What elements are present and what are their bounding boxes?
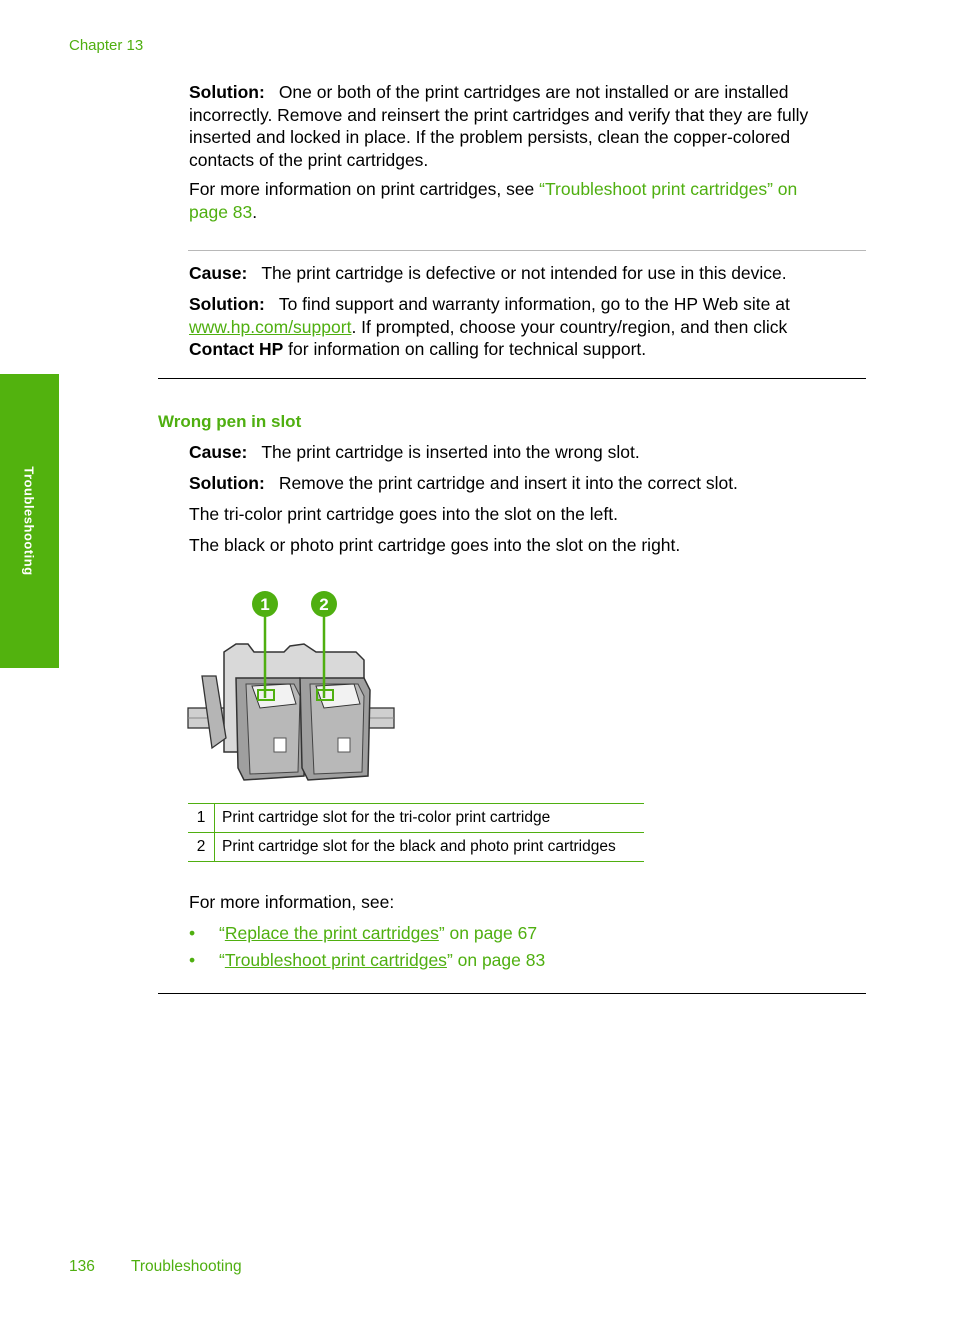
bullet-icon: •: [189, 950, 196, 970]
solution-paragraph-1: [189, 81, 854, 171]
page-ref: ” on page 67: [438, 923, 538, 943]
contact-hp-label: Contact HP: [189, 339, 284, 359]
cause-paragraph-3: [189, 441, 854, 464]
solution-text: To find support and warranty information, go to the HP Web site at: [278, 294, 790, 314]
solution-text: One or both of the print cartridges are not installed or are installed incorrectly. Remove and reinsert the print cartridges and verify that they are fully inserted and locked in place. If the problem persists, clean the copper-colored contacts of the print cartridges.: [189, 82, 809, 170]
replace-cartridges-link[interactable]: Replace the print cartridges: [224, 923, 439, 943]
cartridge-illustration: [186, 586, 398, 786]
more-info-suffix: .: [252, 201, 258, 222]
more-info-paragraph: [189, 178, 829, 223]
callout-1: 1: [260, 595, 270, 614]
page-ref: ” on page 83: [446, 950, 546, 970]
troubleshoot-cartridges-link-2[interactable]: Troubleshoot print cartridges: [224, 950, 447, 970]
footer-section: Troubleshooting: [131, 1258, 242, 1275]
legend-row: [188, 804, 644, 833]
section-heading: Wrong pen in slot: [158, 412, 302, 431]
legend-num: 1: [188, 804, 215, 833]
solution-label: Solution:: [189, 294, 265, 314]
more-info-intro: For more information, see:: [189, 892, 395, 912]
section-divider: [158, 993, 866, 994]
section-divider: [158, 378, 866, 379]
solution-label: Solution:: [189, 473, 265, 493]
list-item: [189, 949, 545, 971]
legend-text: Print cartridge slot for the tri-color print cartridge: [215, 804, 645, 833]
hp-support-link[interactable]: www.hp.com/support: [189, 316, 352, 337]
black-line: The black or photo print cartridge goes into the slot on the right.: [189, 535, 681, 555]
legend-row: [188, 833, 644, 862]
solution-text: Remove the print cartridge and insert it into the correct slot.: [278, 473, 738, 493]
divider: [188, 250, 866, 251]
cause-text: The print cartridge is defective or not intended for use in this device.: [261, 263, 787, 283]
more-info-prefix: For more information on print cartridges, see: [189, 179, 540, 199]
cause-label: Cause:: [189, 442, 248, 462]
callout-2: 2: [319, 595, 329, 614]
solution-paragraph-3: [189, 472, 854, 495]
solution-text-2: . If prompted, choose your country/region, and then click: [351, 316, 788, 337]
troubleshoot-cartridges-link[interactable]: “Troubleshoot print cartridges” on page 83: [189, 179, 798, 222]
list-item: [189, 922, 537, 944]
quote-open: “: [219, 950, 225, 970]
solution-paragraph-2: [189, 293, 854, 361]
solution-text-3: for information on calling for technical support.: [283, 339, 647, 359]
tricolor-line: The tri-color print cartridge goes into the slot on the left.: [189, 504, 618, 524]
solution-label: Solution:: [189, 82, 265, 102]
side-tab: [0, 374, 59, 668]
side-tab-label: Troubleshooting: [21, 466, 37, 576]
legend-num: 2: [188, 833, 215, 862]
page-number: 136: [69, 1258, 95, 1275]
cause-text: The print cartridge is inserted into the wrong slot.: [261, 442, 640, 462]
quote-open: “: [219, 923, 225, 943]
chapter-label: Chapter 13: [69, 37, 144, 54]
legend-table: [188, 803, 644, 862]
cause-label: Cause:: [189, 263, 248, 283]
legend-text: Print cartridge slot for the black and photo print cartridges: [215, 833, 645, 862]
cause-paragraph-2: [189, 262, 854, 285]
bullet-icon: •: [189, 923, 196, 943]
